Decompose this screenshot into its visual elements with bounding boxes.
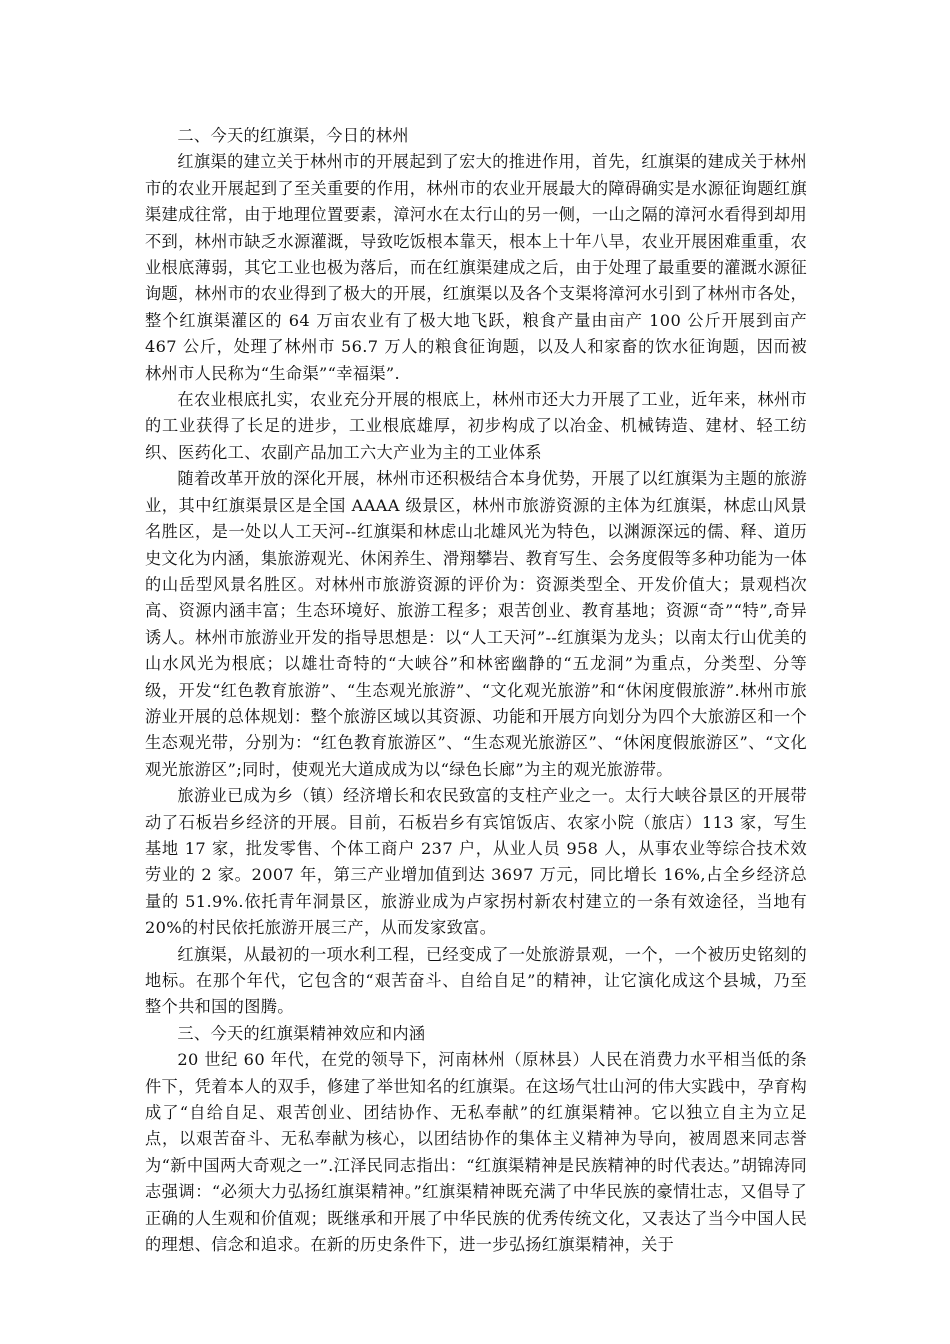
paragraph-tourism: 随着改革开放的深化开展，林州市还积极结合本身优势，开展了以红旗渠为主题的旅游业，其中红旗渠景区是全国 AAAA 级景区，林州市旅游资源的主体为红旗渠，林虑山风景名胜区，是一处以人工天河--红旗渠和林虑山北雄风光为特色，以渊源深远的儒、释、道历史文化为内涵，集旅游观光、休闲养生、滑翔攀岩、教育写生、会务度假等多种功能为一体的山岳型风景名胜区。对林州市旅游资源的评价为：资源类型全、开发价值大；景观档次高、资源内涵丰富；生态环境好、旅游工程多；艰苦创业、教育基地；资源“奇”“特”,奇异诱人。林州市旅游业开发的指导思想是：以“人工天河”--红旗渠为龙头；以南太行山优美的山水风光为根底；以雄壮奇特的“大峡谷”和林密幽静的“五龙洞”为重点，分类型、分等级，开发“红色教育旅游”、“生态观光旅游”、“文化观光旅游”和“休闲度假旅游”.林州市旅游业开展的总体规划：整个旅游区域以其资源、功能和开展方向划分为四个大旅游区和一个生态观光带，分别为：“红色教育旅游区”、“生态观光旅游区”、“休闲度假旅游区”、“文化观光旅游区”;同时，使观光大道成成为以“绿色长廊”为主的观光旅游带。 xyxy=(145,469,807,779)
paragraph-agriculture: 红旗渠的建立关于林州市的开展起到了宏大的推进作用，首先，红旗渠的建成关于林州市的农业开展起到了至关重要的作用，林州市的农业开展最大的障碍确实是水源征询题红旗渠建成往常，由于地理位置要素，漳河水在太行山的另一侧，一山之隔的漳河水看得到却用不到，林州市缺乏水源灌溉，导致吃饭根本靠天，根本上十年八旱，农业开展困难重重，农业根底薄弱，其它工业也极为落后，而在红旗渠建成之后，由于处理了最重要的灌溉水源征询题，林州市的农业得到了极大的开展，红旗渠以及各个支渠将漳河水引到了林州市各处，整个红旗渠灌区的 64 万亩农业有了极大地飞跃，粮食产量由亩产 100 公斤开展到亩产 467 公斤，处理了林州市 56.7 万人的粮食征询题，以及人和家畜的饮水征询题，因而被林州市人民称为“生命渠”“幸福渠”. xyxy=(145,152,807,383)
paragraph-rural-economy: 旅游业已成为乡（镇）经济增长和农民致富的支柱产业之一。太行大峡谷景区的开展带动了石板岩乡经济的开展。目前，石板岩乡有宾馆饭店、农家小院（旅店）113 家，写生基地 17 家，批发零售、个体工商户 237 户，从业人员 958 人，从事农业等综合技术效劳业的 2 家。2007 年，第三产业增加值到达 3697 万元，同比增长 16%,占全乡经济总量的 51.9%.依托青年洞景区，旅游业成为卢家拐村新农村建立的一条有效途径，当地有 20%的村民依托旅游开展三产，从而发家致富。 xyxy=(145,786,807,938)
document-page xyxy=(145,123,807,1258)
section-heading-two: 二、今天的红旗渠，今日的林州 xyxy=(177,126,409,145)
paragraph-industry: 在农业根底扎实，农业充分开展的根底上，林州市还大力开展了工业，近年来，林州市的工业获得了长足的进步，工业根底雄厚，初步构成了以冶金、机械铸造、建材、轻工纺织、医药化工、农副产品加工六大产业为主的工业体系 xyxy=(145,390,807,462)
paragraph-landmark: 红旗渠，从最初的一项水利工程，已经变成了一处旅游景观，一个，一个被历史铭刻的地标。在那个年代，它包含的“艰苦奋斗、自给自足”的精神，让它演化成这个县城，乃至整个共和国的图腾。 xyxy=(145,944,807,1017)
paragraph-spirit: 20 世纪 60 年代，在党的领导下，河南林州（原林县）人民在消费力水平相当低的条件下，凭着本人的双手，修建了举世知名的红旗渠。在这场气壮山河的伟大实践中，孕育构成了“自给自足、艰苦创业、团结协作、无私奉献”的红旗渠精神。它以独立自主为立足点，以艰苦奋斗、无私奉献为核心，以团结协作的集体主义精神为导向，被周恩来同志誉为“新中国两大奇观之一”.江泽民同志指出：“红旗渠精神是民族精神的时代表达。”胡锦涛同志强调：“必须大力弘扬红旗渠精神。”红旗渠精神既充满了中华民族的豪情壮志，又倡导了正确的人生观和价值观；既继承和开展了中华民族的优秀传统文化，又表达了当今中国人民的理想、信念和追求。在新的历史条件下，进一步弘扬红旗渠精神，关于 xyxy=(145,1050,807,1255)
section-heading-three: 三、今天的红旗渠精神效应和内涵 xyxy=(177,1023,426,1043)
